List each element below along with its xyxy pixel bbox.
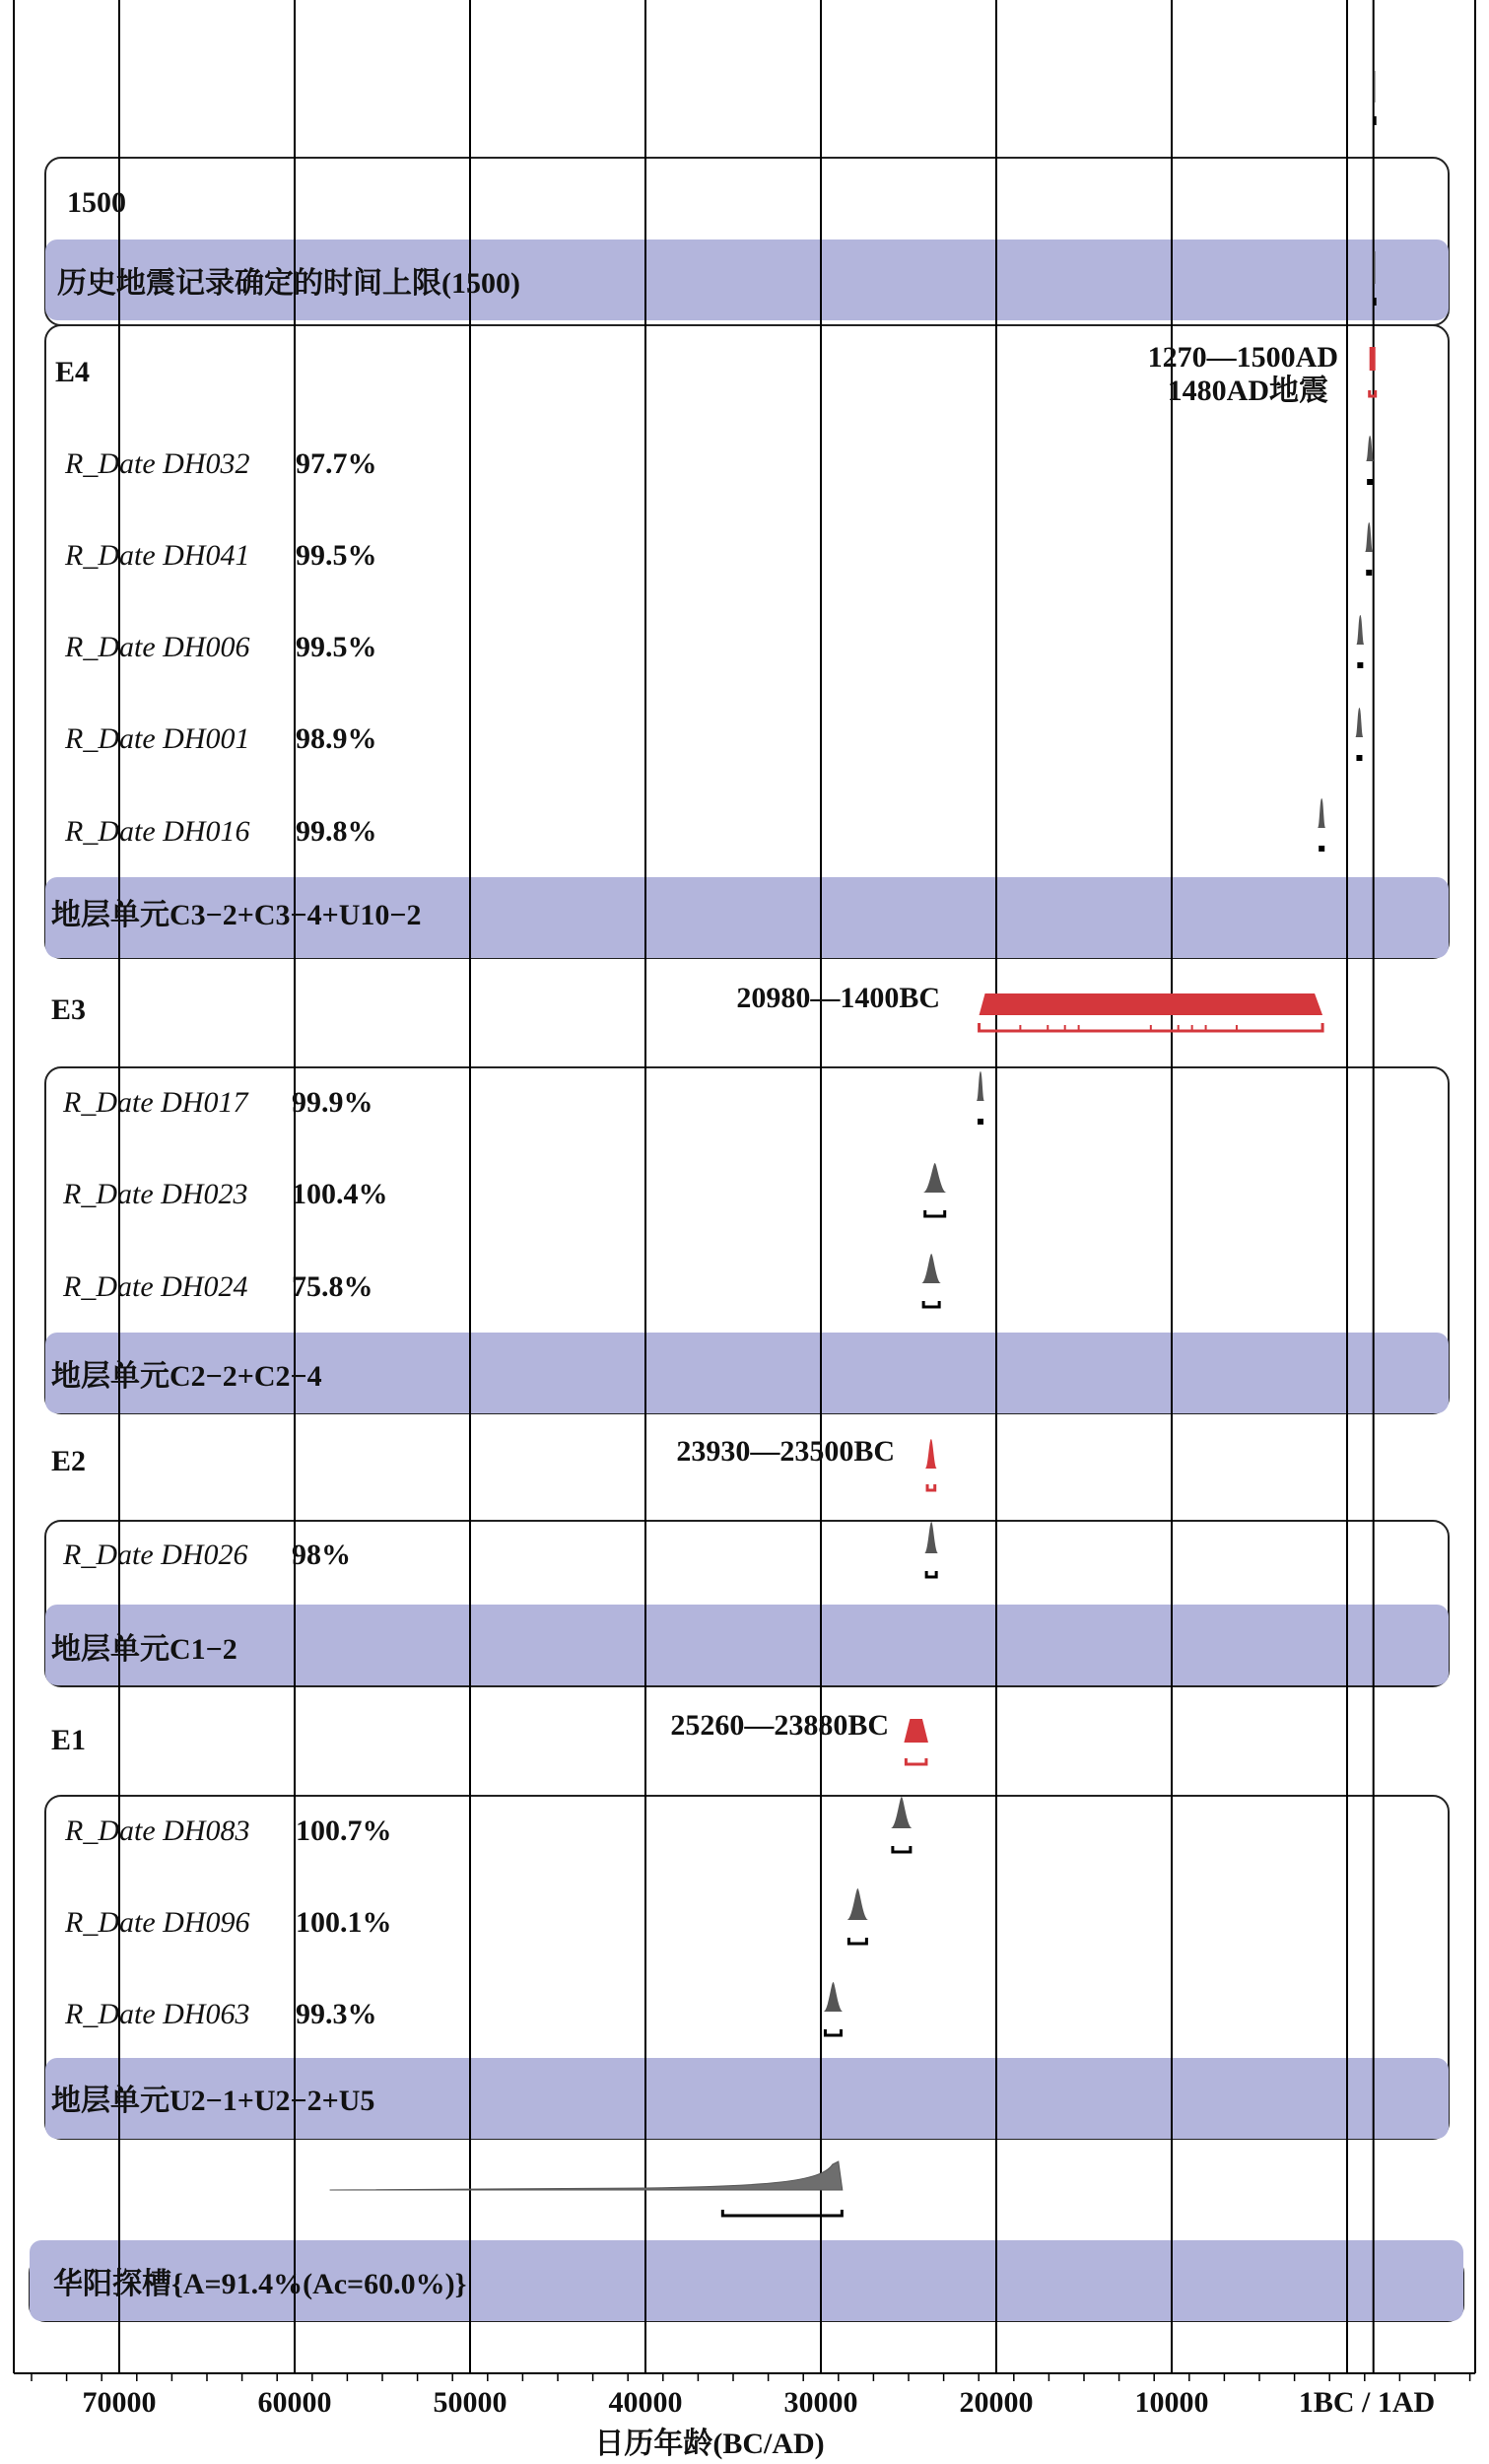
- date-agreement: 99.5%: [296, 631, 377, 663]
- date-posterior: [924, 1522, 938, 1553]
- event-e1-posterior: [904, 1719, 928, 1743]
- event-e3-label: E3: [51, 993, 87, 1026]
- boundary-1500-label: 1500: [67, 186, 126, 219]
- phase-c1-label: 地层单元C1−2: [51, 1633, 237, 1666]
- date-agreement: 100.1%: [296, 1906, 392, 1939]
- event-e1-label: E1: [51, 1724, 87, 1756]
- phase-bands: [30, 158, 1463, 2321]
- date-label: R_Date DH017: [63, 1086, 248, 1119]
- date-range: [925, 1210, 945, 1216]
- date-label: R_Date DH063: [65, 1998, 250, 2030]
- x-tick-label: 70000: [82, 2386, 157, 2419]
- x-tick-label: 30000: [783, 2386, 858, 2419]
- event-e2-label: E2: [51, 1445, 87, 1477]
- date-agreement: 99.3%: [296, 1998, 377, 2030]
- x-tick-label: 50000: [433, 2386, 508, 2419]
- date-posterior: [1318, 798, 1325, 828]
- date-agreement: 100.7%: [296, 1814, 392, 1847]
- x-axis-label: 日历年龄(BC/AD): [594, 2428, 825, 2460]
- date-range: [1319, 846, 1324, 852]
- date-agreement: 99.9%: [292, 1086, 373, 1119]
- date-agreement: 75.8%: [292, 1270, 373, 1303]
- phase-c3-label: 地层单元C3−2+C3−4+U10−2: [51, 899, 422, 931]
- date-range: [923, 1301, 939, 1307]
- date-label: R_Date DH023: [63, 1178, 248, 1210]
- range-1500: [1374, 116, 1377, 125]
- date-range: [825, 2029, 841, 2035]
- phase-shade: [45, 1605, 1449, 1685]
- date-agreement: 98%: [292, 1539, 351, 1571]
- date-range: [1357, 662, 1363, 668]
- date-label: R_Date DH001: [65, 722, 250, 755]
- event-e4-posterior: [1370, 347, 1376, 371]
- date-range: [1367, 479, 1373, 485]
- date-label: R_Date DH083: [65, 1814, 250, 1847]
- date-label: R_Date DH016: [65, 815, 250, 848]
- date-label: R_Date DH006: [65, 631, 250, 663]
- phase-u-label: 地层单元U2−1+U2−2+U5: [51, 2085, 375, 2117]
- event-e2-range: 23930—23500BC: [676, 1435, 895, 1468]
- event-e4-range: 1270—1500AD: [1147, 341, 1338, 374]
- phase-box: [45, 325, 1449, 958]
- sequence-label: 华阳探槽{A=91.4%(Ac=60.0%)}: [53, 2268, 467, 2300]
- x-tick-label: 20000: [959, 2386, 1034, 2419]
- date-posterior: [846, 1888, 868, 1920]
- start-boundary-posterior: [330, 2161, 843, 2190]
- date-label: R_Date DH041: [65, 539, 250, 572]
- date-posterior: [891, 1797, 913, 1828]
- x-tick-label: 1BC / 1AD: [1298, 2386, 1436, 2419]
- event-e3-range: 20980—1400BC: [736, 982, 940, 1014]
- date-label: R_Date DH032: [65, 447, 250, 480]
- date-label: R_Date DH024: [63, 1270, 248, 1303]
- date-label: R_Date DH096: [65, 1906, 250, 1939]
- date-agreement: 100.4%: [292, 1178, 388, 1210]
- event-e4-note: 1480AD地震: [1167, 375, 1328, 407]
- x-tick-label: 40000: [608, 2386, 683, 2419]
- date-range: [1356, 755, 1362, 761]
- date-posterior: [923, 1163, 947, 1193]
- x-tick-label: 10000: [1134, 2386, 1209, 2419]
- date-posterior: [1356, 615, 1364, 645]
- date-label: R_Date DH026: [63, 1539, 248, 1571]
- date-agreement: 99.8%: [296, 815, 377, 848]
- date-agreement: 97.7%: [296, 447, 377, 480]
- date-posterior: [1355, 708, 1363, 737]
- event-e1-range: [906, 1758, 926, 1764]
- range-historical: [1374, 298, 1377, 306]
- date-agreement: 98.9%: [296, 722, 377, 755]
- x-tick-labels: [83, 2386, 1436, 2419]
- date-agreement: 99.5%: [296, 539, 377, 572]
- historical-boundary-label: 历史地震记录确定的时间上限(1500): [57, 267, 520, 300]
- event-e3-posterior: [980, 993, 1323, 1015]
- date-posterior: [977, 1071, 984, 1101]
- date-posterior: [921, 1254, 941, 1283]
- start-boundary-range: [722, 2210, 842, 2216]
- date-range: [978, 1119, 983, 1125]
- date-range: [893, 1846, 911, 1852]
- date-posterior: [823, 1982, 843, 2012]
- date-range: [848, 1938, 866, 1944]
- event-e4-label: E4: [55, 356, 91, 388]
- event-e1-range: 25260—23880BC: [670, 1709, 889, 1742]
- event-e2-posterior: [925, 1439, 937, 1469]
- event-e2-range: [927, 1484, 935, 1490]
- x-tick-label: 60000: [257, 2386, 332, 2419]
- date-range: [926, 1571, 936, 1577]
- date-posterior: [1365, 522, 1373, 552]
- date-range: [1366, 570, 1372, 576]
- phase-c2-label: 地层单元C2−2+C2−4: [51, 1360, 322, 1393]
